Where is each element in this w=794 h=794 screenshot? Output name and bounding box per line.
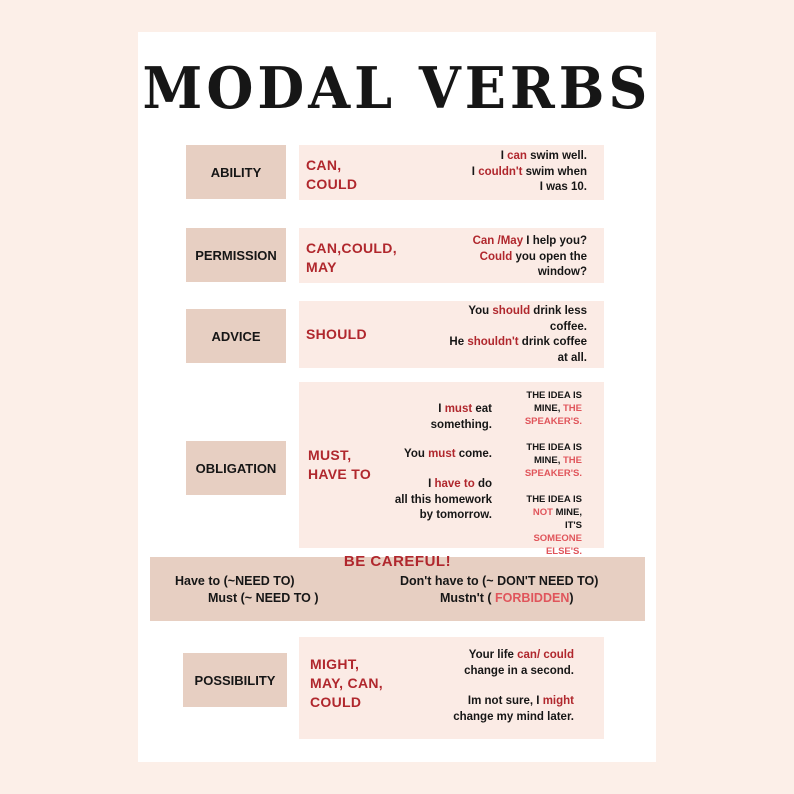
example-line: [464, 648, 574, 664]
note-line: [517, 415, 582, 428]
careful-dont-have-to: Don't have to (~ DON'T NEED TO): [400, 574, 599, 588]
obligation-example-3: [395, 477, 492, 524]
text-run: you open the: [512, 250, 587, 263]
text-run: I: [438, 403, 445, 415]
example-line: [404, 447, 492, 463]
obligation-example-1: [431, 402, 492, 433]
highlighted-text: THE: [563, 403, 582, 414]
example-line: [449, 320, 587, 336]
text-run: change my mind later.: [453, 710, 574, 723]
example-line: [473, 265, 587, 281]
highlighted-text: Could: [479, 250, 513, 263]
highlighted-text: must: [428, 448, 456, 460]
text-run: window?: [537, 266, 587, 278]
example-line: [464, 664, 574, 680]
careful-mustnt: [440, 591, 574, 605]
text-run: change in a second.: [464, 664, 574, 677]
example-line: [473, 234, 587, 250]
careful-have-to: Have to (~NEED TO): [175, 574, 295, 588]
text-run: I: [500, 150, 508, 162]
obligation-note-1: [517, 389, 582, 428]
be-careful-title: BE CAREFUL!: [343, 553, 452, 570]
highlighted-text: NOT: [532, 507, 553, 518]
example-line: [472, 165, 587, 181]
text-run: Your life: [468, 649, 518, 661]
possibility-modals: [310, 655, 383, 712]
example-line: [473, 250, 587, 266]
advice-modals: [306, 325, 367, 344]
careful-mustnt-suffix: ): [569, 591, 574, 605]
highlighted-text: can: [507, 150, 527, 162]
example-line: [453, 710, 574, 726]
note-line: [517, 402, 582, 415]
text-run: swim well.: [526, 150, 587, 162]
text-run: eat: [472, 403, 492, 415]
example-line: [395, 493, 492, 509]
text-run: swim when: [522, 165, 587, 178]
example-line: [449, 304, 587, 320]
obligation-example-2: [404, 447, 492, 463]
highlighted-text: might: [542, 695, 574, 707]
careful-must: Must (~ NEED TO ): [208, 591, 319, 605]
obligation-modals: [308, 446, 371, 484]
note-line: [517, 454, 582, 467]
note-line: [517, 493, 582, 506]
possibility-example-2: [453, 694, 574, 725]
modal-verb-line: MUST,: [308, 447, 352, 463]
highlighted-text: SPEAKER'S.: [524, 468, 582, 479]
text-run: I: [471, 165, 479, 178]
page-title: MODAL VERBS: [142, 54, 652, 122]
highlighted-text: SPEAKER'S.: [524, 416, 582, 427]
label-possibility: POSSIBILITY: [183, 653, 287, 707]
text-run: by tomorrow.: [419, 509, 492, 521]
label-obligation: OBLIGATION: [186, 441, 286, 495]
text-run: I help you?: [523, 235, 587, 247]
advice-examples: [449, 304, 587, 366]
text-run: He: [449, 336, 468, 348]
example-line: [472, 149, 587, 165]
text-run: I was 10.: [539, 181, 587, 193]
text-run: MINE, IT'S: [552, 507, 582, 531]
note-line: [517, 441, 582, 454]
careful-forbidden: FORBIDDEN: [495, 591, 570, 605]
obligation-note-3: [517, 493, 582, 558]
modal-verb-line: MIGHT,: [310, 656, 360, 672]
modal-verb-line: COULD: [306, 176, 358, 192]
text-run: coffee.: [549, 320, 587, 333]
modal-verb-line: MAY, CAN,: [310, 675, 383, 691]
ability-modals: [306, 156, 357, 194]
advice-box: [299, 301, 604, 368]
text-run: THE IDEA IS: [526, 390, 582, 401]
text-run: MINE,: [533, 403, 563, 414]
ability-examples: [472, 149, 587, 196]
text-run: You: [404, 448, 429, 460]
highlighted-text: can/ could: [517, 649, 574, 661]
label-ability: ABILITY: [186, 145, 286, 199]
modal-verb-line: CAN,COULD,: [306, 240, 397, 256]
text-run: You: [468, 305, 493, 317]
possibility-box: [299, 637, 604, 739]
note-line: [517, 506, 582, 532]
highlighted-text: shouldn't: [467, 336, 519, 348]
text-run: something.: [430, 418, 492, 431]
permission-box: [299, 228, 604, 283]
text-run: Im not sure, I: [467, 695, 543, 707]
text-run: all this homework: [394, 493, 492, 506]
obligation-note-2: [517, 441, 582, 480]
permission-modals: [306, 239, 397, 277]
text-run: come.: [455, 448, 492, 460]
careful-mustnt-prefix: Mustn't (: [440, 591, 496, 605]
highlighted-text: couldn't: [478, 165, 523, 178]
possibility-example-1: [464, 648, 574, 679]
example-line: [472, 180, 587, 196]
modal-verb-line: SHOULD: [306, 326, 367, 342]
example-line: [449, 335, 587, 351]
be-careful-panel: [150, 553, 645, 621]
example-line: [395, 477, 492, 493]
highlighted-text: should: [492, 305, 531, 317]
note-line: [517, 389, 582, 402]
note-line: [517, 467, 582, 480]
text-run: drink coffee: [518, 336, 587, 348]
permission-examples: [473, 234, 587, 281]
example-line: [449, 351, 587, 367]
modal-verb-line: MAY: [306, 259, 337, 275]
text-run: THE IDEA IS: [526, 442, 582, 453]
modal-verb-line: HAVE TO: [308, 466, 372, 482]
obligation-box: [299, 382, 604, 557]
text-run: THE IDEA IS: [526, 494, 582, 505]
text-run: MINE,: [533, 455, 563, 466]
label-permission: PERMISSION: [186, 228, 286, 282]
modal-verb-line: COULD: [310, 694, 362, 710]
label-advice: ADVICE: [186, 309, 286, 363]
example-line: [431, 418, 492, 434]
highlighted-text: must: [444, 403, 473, 415]
highlighted-text: Can /May: [472, 235, 524, 247]
example-line: [453, 694, 574, 710]
ability-box: [299, 145, 604, 200]
highlighted-text: THE: [563, 455, 582, 466]
text-run: drink less: [530, 305, 587, 317]
example-line: [431, 402, 492, 418]
highlighted-text: have to: [434, 478, 475, 490]
example-line: [395, 508, 492, 524]
highlighted-text: SOMEONE: [533, 533, 582, 544]
highlighted-text: ELSE'S.: [545, 546, 582, 557]
text-run: at all.: [557, 351, 587, 364]
modal-verb-line: CAN,: [306, 157, 342, 173]
text-run: I: [428, 478, 435, 490]
text-run: do: [474, 478, 492, 490]
note-line: [517, 532, 582, 545]
